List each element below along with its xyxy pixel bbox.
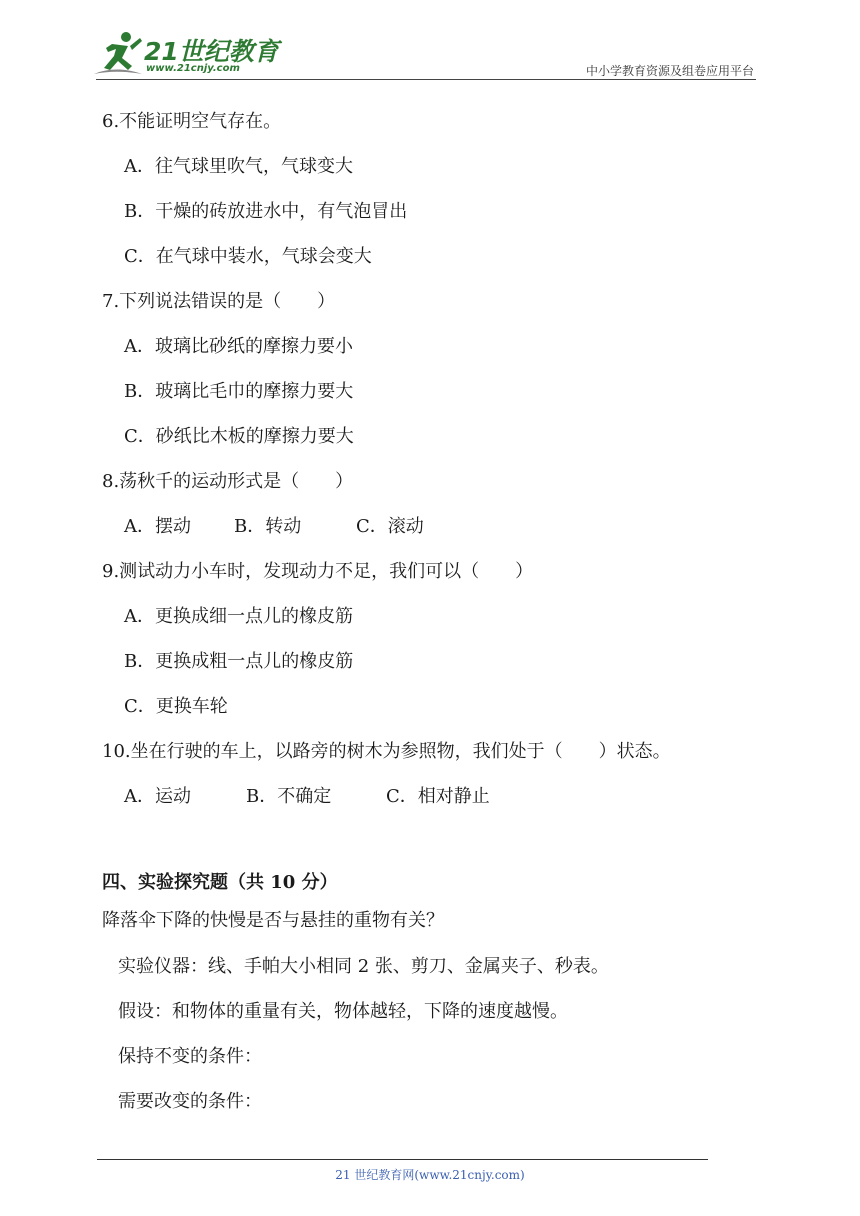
question-8-options	[124, 516, 424, 538]
question-9-option-c: C．更换车轮	[124, 696, 228, 717]
question-7-option-a: A．玻璃比砂纸的摩擦力要小	[124, 336, 353, 357]
section-4-constant-condition: 保持不变的条件：	[118, 1046, 262, 1067]
section-4-question: 降落伞下降的快慢是否与悬挂的重物有关？	[102, 910, 444, 931]
section-4-variable-condition: 需要改变的条件：	[118, 1091, 262, 1112]
section-4-title: 四、实验探究题（共 10 分）	[102, 872, 338, 893]
footer-divider	[97, 1159, 708, 1160]
question-10-option-b: B．不确定	[246, 786, 332, 807]
question-8-option-b: B．转动	[234, 516, 302, 537]
header-divider	[96, 79, 756, 80]
runner-icon	[92, 30, 144, 78]
question-6-stem: 6.不能证明空气存在。	[102, 111, 282, 132]
section-4-equipment: 实验仪器：线、手帕大小相同 2 张、剪刀、金属夹子、秒表。	[118, 956, 609, 977]
question-8-stem: 8.荡秋千的运动形式是（ ）	[102, 471, 354, 492]
question-8-option-a: A．摆动	[124, 516, 191, 537]
question-10-stem: 10.坐在行驶的车上，以路旁的树木为参照物，我们处于（ ）状态。	[102, 741, 671, 762]
question-9-option-b: B．更换成粗一点儿的橡皮筋	[124, 651, 354, 672]
question-9-option-a: A．更换成细一点儿的橡皮筋	[124, 606, 353, 627]
question-7-option-b: B．玻璃比毛巾的摩擦力要大	[124, 381, 354, 402]
page-header	[0, 0, 860, 90]
question-10-options	[124, 786, 490, 808]
platform-label: 中小学教育资源及组卷应用平台	[585, 64, 754, 78]
logo-url: www.21cnjy.com	[146, 63, 240, 74]
question-6-option-b: B．干燥的砖放进水中，有气泡冒出	[124, 201, 408, 222]
question-10-option-a: A．运动	[124, 786, 191, 807]
logo-text: 21世纪教育	[144, 37, 279, 66]
question-10-option-c: C．相对静止	[386, 786, 490, 807]
question-7-option-c: C．砂纸比木板的摩擦力要大	[124, 426, 354, 447]
question-8-option-c: C．滚动	[356, 516, 424, 537]
section-4-hypothesis: 假设：和物体的重量有关，物体越轻，下降的速度越慢。	[118, 1001, 568, 1022]
question-7-stem: 7.下列说法错误的是（ ）	[102, 291, 336, 312]
site-logo	[92, 30, 279, 82]
question-9-stem: 9.测试动力小车时，发现动力不足，我们可以（ ）	[102, 561, 534, 582]
footer-link[interactable]: 21 世纪教育网(www.21cnjy.com)	[335, 1168, 525, 1182]
question-6-option-c: C．在气球中装水，气球会变大	[124, 246, 372, 267]
question-6-option-a: A．往气球里吹气，气球变大	[124, 156, 353, 177]
